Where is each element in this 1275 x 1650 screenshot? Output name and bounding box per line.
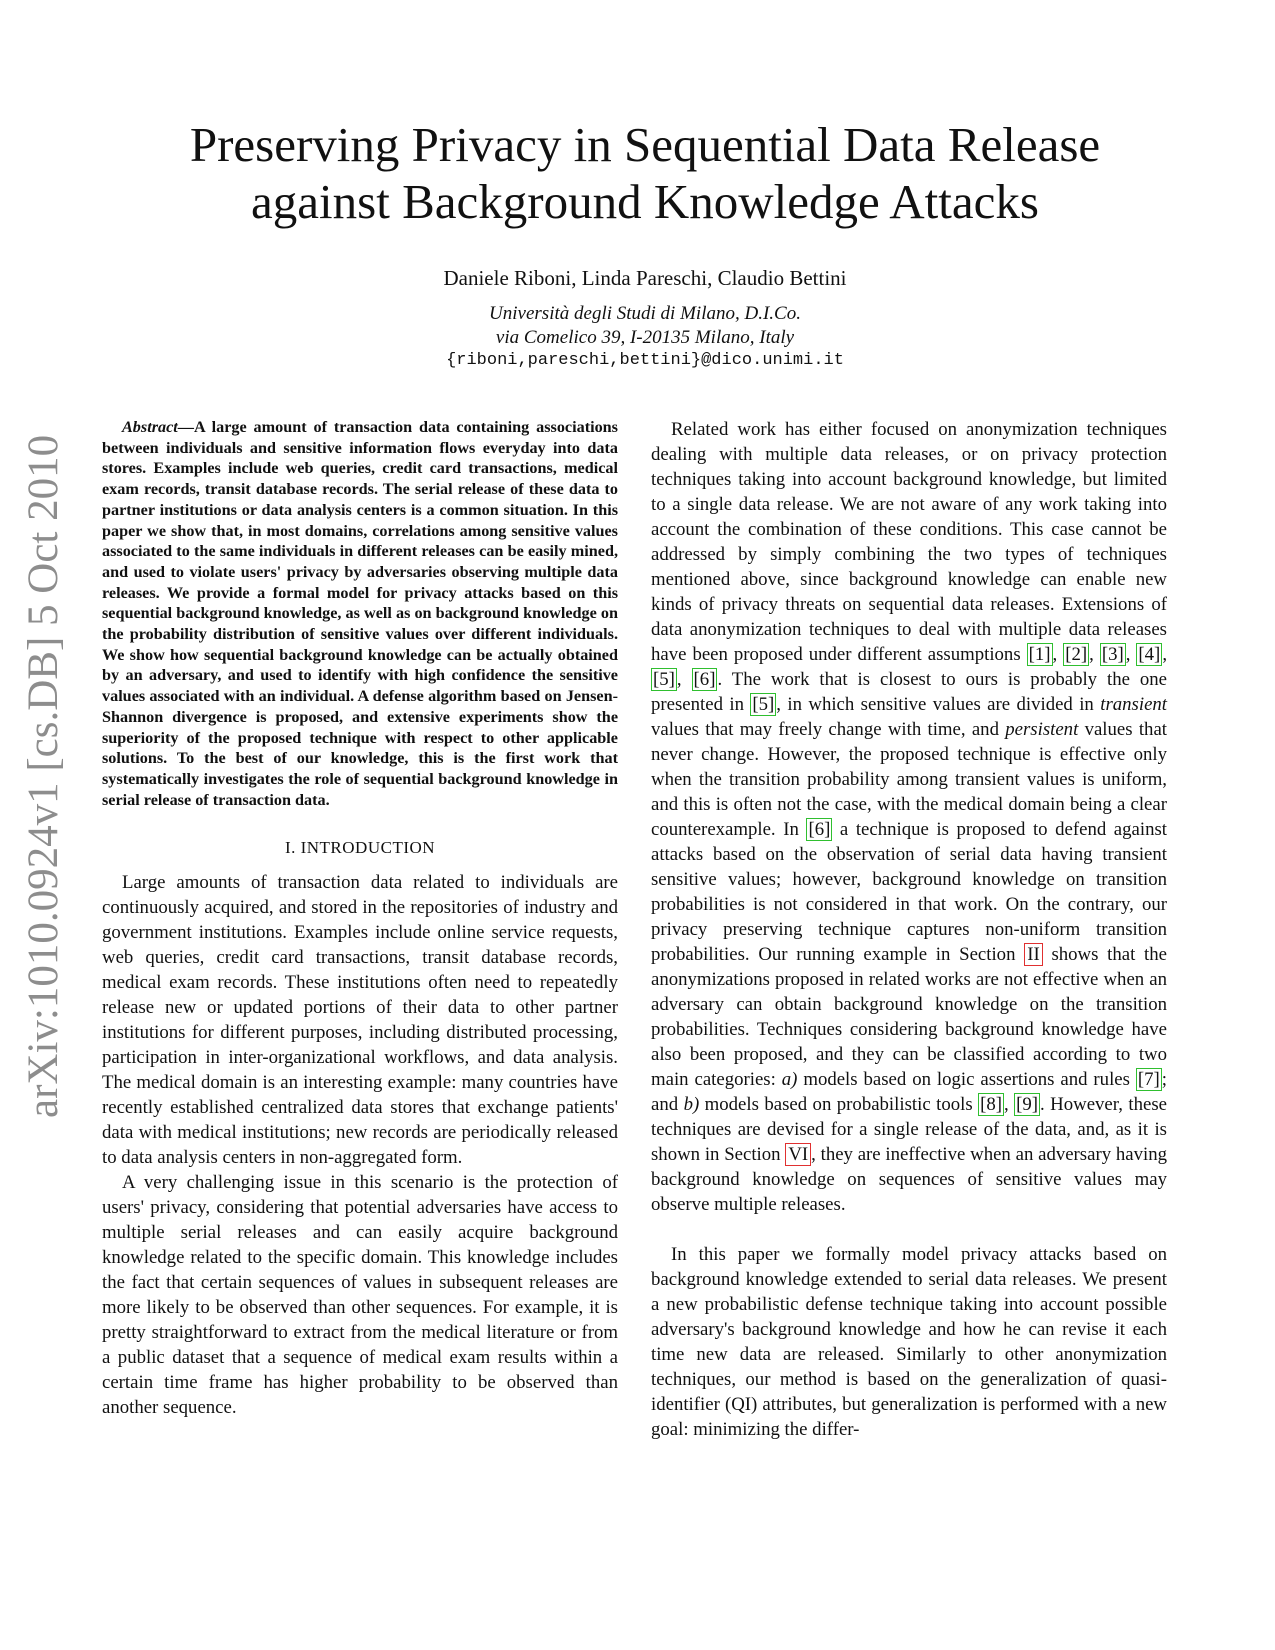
affiliation-line-1: Università degli Studi di Milano, D.I.Co. xyxy=(489,303,801,324)
citation-link[interactable]: [5] xyxy=(653,669,675,690)
related-work-paragraph: Related work has either focused on anonymization techniques dealing with multiple data releases, or on privacy protection techniques taking into account background knowledge, but limited to a single data release. We are not aware of any work taking into account the combination of these conditions. This case cannot be addressed by simply combining the two types of techniques mentioned above, since background knowledge can enable new kinds of privacy threats on sequential data releases. Extensions of data anonymization techniques to deal with multiple data releases have been proposed under different assumptions [1] , [2] , [3] , [4] , [5] , [6] . The work that is closest to ours is probably the one presented in [5] , in which sensitive values are divided in transient values that may freely change with time, and persistent values that never change. However, the proposed technique is effective only when the transition probability among transient values is uniform, and this is often not the case, with the medical domain being a clear counterexample. In [6] a technique is proposed to defend against attacks based on the observation of serial data having transient sensitive values; however, background knowledge on transition probabilities is not considered in that work. On the contrary, our privacy preserving technique captures non-uniform transition probabilities. Our running example in Section II shows that the anonymizations proposed in related works are not effective when an adversary can obtain background knowledge on the transition probabilities. Techniques considering background knowledge have also been proposed, and they can be classified according to two main categories: a) models based on logic assertions and rules [7] ; and b) models based on probabilistic tools [8] , [9] . However, these techniques are devised for a single release of the data, and, as it is shown in Section VI , they are ineffective when an adversary having background knowledge on sequences of sensitive values may observe multiple releases. xyxy=(651,419,1168,1215)
contribution-paragraph: In this paper we formally model privacy attacks based on background knowledge extended to serial data releases. We present a new probabilistic defense technique taking into account possible adversary's background knowledge and how he can revise it each time new data are released. Similarly to other anonymization techniques, our method is based on the generalization of quasi-identifier (QI) attributes, but generalization is performed with a new goal: minimizing the differ- xyxy=(651,1244,1167,1440)
citation-link[interactable]: [9] xyxy=(1016,1094,1039,1115)
abstract-label: Abstract xyxy=(122,418,178,436)
citation-link[interactable]: [3] xyxy=(1101,644,1124,665)
text-span: . However, these techniques are devised for a single release of the data, and, as it is shown in Section xyxy=(651,1094,1167,1165)
citation-link[interactable]: [4] xyxy=(1138,644,1161,665)
emphasis: a) xyxy=(781,1069,798,1090)
text-span: ; and xyxy=(651,1069,1167,1115)
citation-link[interactable]: [2] xyxy=(1065,644,1088,665)
text-span: . The work that is closest to ours is probably the one presented in xyxy=(651,669,1168,715)
paper-title-line-1: Preserving Privacy in Sequential Data Release xyxy=(189,117,1101,172)
text-span: models based on probabilistic tools xyxy=(699,1094,979,1115)
citation-link[interactable]: [6] xyxy=(808,819,831,840)
abstract xyxy=(102,417,618,810)
intro-paragraph-1: Large amounts of transaction data related to individuals are continuously acquired, and stored in the repositories of industry and government institutions. Examples include online service requests, web queries, credit card transactions, transit database records, medical exam records. These institutions often need to repeatedly release new or updated portions of their data to other partner institutions for different purposes, including distributed processing, participation in inter-organizational workflows, and data analysis. The medical domain is an interesting example: many countries have recently established centralized data stores that exchange patients' data with medical institutions; new records are periodically released to data analysis centers in non-aggregated form. xyxy=(102,872,618,1169)
left-column xyxy=(102,417,618,1420)
intro-paragraph-2: A very challenging issue in this scenario is the protection of users' privacy, considering that potential adversaries have access to multiple serial releases and can easily acquire background knowledge related to the specific domain. This knowledge includes the fact that certain sequences of values in subsequent releases are more likely to be observed than other sequences. For example, it is pretty straightforward to extract from the medical literature or from a public dataset that a sequence of medical exam results within a certain time frame has higher probability to be observed than another sequence. xyxy=(102,1172,618,1419)
authors: Daniele Riboni, Linda Pareschi, Claudio Bettini xyxy=(443,266,847,290)
text-span: , in which sensitive values are divided in xyxy=(776,694,1101,715)
text-span: Related work has either focused on anonymization techniques dealing with multiple data releases, or on privacy protection techniques taking into account background knowledge, but limited to a single data release. We are not aware of any work taking into account the combination of these conditions. This case cannot be addressed by simply combining the two types of techniques mentioned above, since background knowledge can enable new kinds of privacy threats on sequential data releases. Extensions of data anonymization techniques to deal with multiple data releases have been proposed under different assumptions xyxy=(651,419,1167,665)
citation-link[interactable]: [8] xyxy=(980,1094,1002,1115)
citation-link[interactable]: [7] xyxy=(1137,1069,1160,1090)
arxiv-stamp: arXiv:1010.0924v1 [cs.DB] 5 Oct 2010 xyxy=(20,434,67,1118)
section-heading-introduction: I. INTRODUCTION xyxy=(284,838,436,858)
affiliation xyxy=(100,302,1190,350)
citation-link[interactable]: [5] xyxy=(752,694,775,715)
author-emails: {riboni,pareschi,bettini}@dico.unimi.it xyxy=(446,351,844,370)
text-span: , they are ineffective when an adversary having background knowledge on sequences of sensitive values may observe multiple releases. xyxy=(651,1144,1167,1215)
abstract-text: —A large amount of transaction data containing associations between individuals and sensitive information flows everyday into data stores. Examples include web queries, credit card transactions, medical exam records, transit database records. The serial release of these data to partner institutions or data analysis centers is a common situation. In this paper we show that, in most domains, correlations among sensitive values associated to the same individuals in different releases can be easily mined, and used to violate users' privacy by adversaries observing multiple data releases. We provide a formal model for privacy attacks based on this sequential background knowledge, as well as on background knowledge on the probability distribution of sensitive values over different individuals. We show how sequential background knowledge can be actually obtained by an adversary, and used to identify with high confidence the sensitive values associated with an individual. A defense algorithm based on Jensen-Shannon divergence is proposed, and extensive experiments show the superiority of the proposed technique with respect to other applicable solutions. To the best of our knowledge, this is the first work that systematically investigates the role of sequential background knowledge in serial release of transaction data. xyxy=(102,418,618,809)
text-span: shows that the anonymizations proposed in related works are not effective when an adversary can obtain background knowledge on the transition probabilities. Techniques considering background knowledge have also been proposed, and they can be classified according to two main categories: xyxy=(651,944,1167,1090)
text-span: models based on logic assertions and rules xyxy=(797,1069,1136,1090)
citation-link[interactable]: [1] xyxy=(1028,644,1051,665)
title-block xyxy=(100,116,1190,230)
text-span: values that may freely change with time, and xyxy=(651,719,1006,740)
affiliation-line-2: via Comelico 39, I-20135 Milano, Italy xyxy=(495,327,795,348)
emphasis: persistent xyxy=(1005,719,1079,740)
right-column xyxy=(651,417,1167,1442)
citation-link[interactable]: [6] xyxy=(693,669,716,690)
section-link[interactable]: VI xyxy=(785,1143,811,1166)
emphasis: b) xyxy=(683,1094,700,1115)
text-span: a technique is proposed to defend against attacks based on the observation of serial data having transient sensitive values; however, background knowledge on transition probabilities is not considered in that work. On the contrary, our privacy preserving technique captures non-uniform transition probabilities. Our running example in Section xyxy=(651,819,1167,965)
emphasis: transient xyxy=(1100,694,1168,715)
paragraph-gap xyxy=(651,1217,1167,1242)
section-link[interactable]: II xyxy=(1024,943,1043,966)
paper-title-line-2: against Background Knowledge Attacks xyxy=(251,174,1039,229)
text-span: values that never change. However, the proposed technique is effective only when the transition probability among transient values is uniform, and this is often not the case, with the medical domain being a clear counterexample. In xyxy=(651,719,1167,840)
